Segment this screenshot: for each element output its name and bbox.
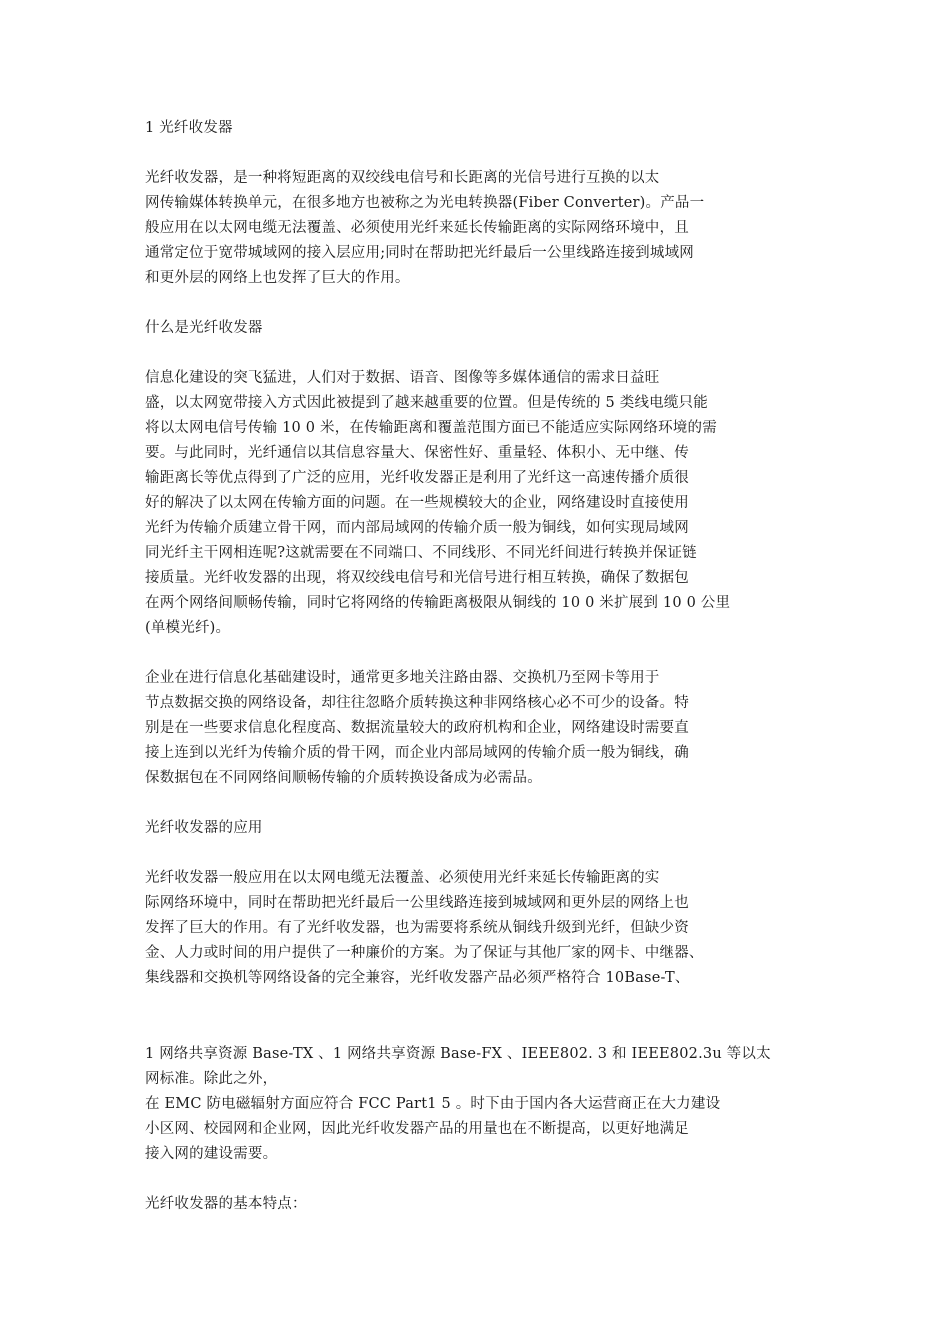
info-line: 将以太网电信号传输 10 0 米，在传输距离和覆盖范围方面已不能适应实际网络环境的需 bbox=[145, 420, 717, 436]
intro-line: 光纤收发器，是一种将短距离的双绞线电信号和长距离的光信号进行互换的以太 bbox=[145, 170, 660, 186]
standards-line: 网标准。除此之外， bbox=[145, 1071, 278, 1087]
standards-line: 在 EMC 防电磁辐射方面应符合 FCC Part1 5 。时下由于国内各大运营商正在大力建设 bbox=[145, 1096, 721, 1112]
info-line: 盛，以太网宽带接入方式因此被提到了越来越重要的位置。但是传统的 5 类线电缆只能 bbox=[145, 395, 708, 411]
info-line: 好的解决了以太网在传输方面的问题。在一些规模较大的企业，网络建设时直接使用 bbox=[145, 495, 689, 511]
intro-line: 网传输媒体转换单元，在很多地方也被称之为光电转换器(Fiber Converter)。产品一 bbox=[145, 195, 705, 211]
enterprise-line: 企业在进行信息化基础建设时，通常更多地关注路由器、交换机乃至网卡等用于 bbox=[145, 670, 660, 686]
application-line: 发挥了巨大的作用。有了光纤收发器，也为需要将系统从铜线升级到光纤，但缺少资 bbox=[145, 920, 689, 936]
application-line: 光纤收发器一般应用在以太网电缆无法覆盖、必须使用光纤来延长传输距离的实 bbox=[145, 870, 660, 886]
info-line: 信息化建设的突飞猛进，人们对于数据、语音、图像等多媒体通信的需求日益旺 bbox=[145, 370, 660, 386]
intro-line: 般应用在以太网电缆无法覆盖、必须使用光纤来延长传输距离的实际网络环境中，且 bbox=[145, 220, 689, 236]
info-line: 接质量。光纤收发器的出现，将双绞线电信号和光信号进行相互转换，确保了数据包 bbox=[145, 570, 689, 586]
intro-line: 和更外层的网络上也发挥了巨大的作用。 bbox=[145, 270, 410, 286]
enterprise-line: 接上连到以光纤为传输介质的骨干网，而企业内部局域网的传输介质一般为铜线，确 bbox=[145, 745, 689, 761]
info-line: 要。与此同时，光纤通信以其信息容量大、保密性好、重量轻、体积小、无中继、传 bbox=[145, 445, 689, 461]
standards-line: 接入网的建设需要。 bbox=[145, 1146, 278, 1162]
enterprise-line: 保数据包在不同网络间顺畅传输的介质转换设备成为必需品。 bbox=[145, 770, 542, 786]
section-heading-what: 什么是光纤收发器 bbox=[145, 320, 263, 336]
application-line: 金、人力或时间的用户提供了一种廉价的方案。为了保证与其他厂家的网卡、中继器、 bbox=[145, 945, 704, 961]
section-heading-application: 光纤收发器的应用 bbox=[145, 820, 263, 836]
info-line: 输距离长等优点得到了广泛的应用，光纤收发器正是利用了光纤这一高速传播介质很 bbox=[145, 470, 689, 486]
application-line: 际网络环境中，同时在帮助把光纤最后一公里线路连接到城域网和更外层的网络上也 bbox=[145, 895, 689, 911]
info-line: (单模光纤)。 bbox=[145, 620, 231, 636]
info-line: 在两个网络间顺畅传输，同时它将网络的传输距离极限从铜线的 10 0 米扩展到 10 0 公里 bbox=[145, 595, 731, 611]
application-line: 集线器和交换机等网络设备的完全兼容，光纤收发器产品必须严格符合 10Base-T、 bbox=[145, 970, 690, 986]
section-heading-features: 光纤收发器的基本特点： bbox=[145, 1196, 307, 1212]
intro-line: 通常定位于宽带城域网的接入层应用;同时在帮助把光纤最后一公里线路连接到城域网 bbox=[145, 245, 694, 261]
enterprise-line: 别是在一些要求信息化程度高、数据流量较大的政府机构和企业，网络建设时需要直 bbox=[145, 720, 689, 736]
info-line: 同光纤主干网相连呢?这就需要在不同端口、不同线形、不同光纤间进行转换并保证链 bbox=[145, 545, 697, 561]
enterprise-line: 节点数据交换的网络设备，却往往忽略介质转换这种非网络核心必不可少的设备。特 bbox=[145, 695, 689, 711]
document-title: 1 光纤收发器 bbox=[145, 120, 233, 136]
standards-line: 小区网、校园网和企业网，因此光纤收发器产品的用量也在不断提高，以更好地满足 bbox=[145, 1121, 689, 1137]
standards-line: 1 网络共享资源 Base-TX 、1 网络共享资源 Base-FX 、IEEE802. 3 和 IEEE802.3u 等以太 bbox=[145, 1046, 771, 1062]
info-line: 光纤为传输介质建立骨干网，而内部局域网的传输介质一般为铜线，如何实现局域网 bbox=[145, 520, 689, 536]
